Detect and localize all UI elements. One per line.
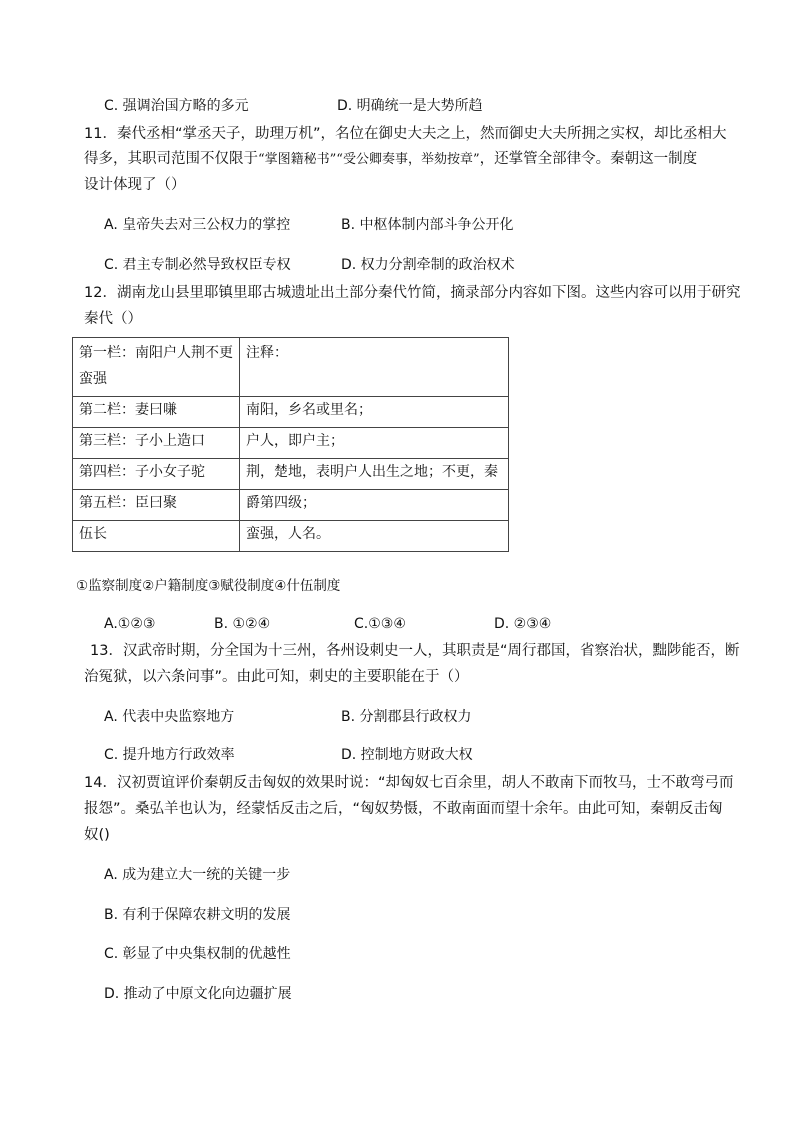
q12-items: ①监察制度②户籍制度③赋役制度④什伍制度 bbox=[76, 578, 341, 594]
q12-stem-line1: 12．湖南龙山县里耶镇里耶古城遗址出土部分秦代竹简，摘录部分内容如下图。这些内容可以用于研究 bbox=[84, 285, 741, 301]
q12-option-b: B. ①②④ bbox=[214, 616, 271, 632]
table-row bbox=[73, 428, 509, 459]
q11-stem-line2 bbox=[84, 149, 697, 170]
q13-stem-line2: 治冤狱，以六条问事”。由此可知，刺史的主要职能在于（） bbox=[84, 669, 469, 685]
q13-option-b: B. 分割郡县行政权力 bbox=[341, 709, 472, 725]
q14-option-c: C. 彰显了中央集权制的优越性 bbox=[104, 946, 291, 962]
table-cell: 第三栏：子小上造口 bbox=[73, 428, 240, 459]
table-cell: 荆，楚地，表明户人出生之地；不更，秦 bbox=[240, 459, 509, 490]
table-row bbox=[73, 490, 509, 521]
q13-option-d: D. 控制地方财政大权 bbox=[341, 747, 473, 763]
table-cell: 伍长 bbox=[73, 521, 240, 552]
q14-option-a: A. 成为建立大一统的关键一步 bbox=[104, 867, 291, 883]
q12-option-c: C.①③④ bbox=[354, 616, 406, 632]
q14-option-d: D. 推动了中原文化向边疆扩展 bbox=[104, 986, 292, 1002]
q12-stem-line2: 秦代（） bbox=[84, 311, 142, 327]
q14-stem-line2: 报怨”。桑弘羊也认为，经蒙恬反击之后，“匈奴势慑，不敢南面而望十余年。由此可知，秦朝反击匈 bbox=[84, 801, 723, 817]
table-row bbox=[73, 338, 509, 397]
table-cell: 注释： bbox=[240, 338, 509, 397]
table-cell: 南阳，乡名或里名； bbox=[240, 397, 509, 428]
q14-stem-line3: 奴() bbox=[84, 827, 110, 843]
q11-option-d: D. 权力分割牵制的政治权术 bbox=[341, 257, 515, 273]
q11-stem-quote: “掌图籍秘书”“受公卿奏事，举劾按章” bbox=[258, 152, 480, 167]
q11-stem-line3: 设计体现了（） bbox=[84, 177, 186, 193]
table-row bbox=[73, 521, 509, 552]
table-row bbox=[73, 397, 509, 428]
table-row bbox=[73, 459, 509, 490]
q12-option-a: A.①②③ bbox=[104, 616, 156, 632]
q11-stem-line1: 11．秦代丞相“掌丞天子，助理万机”，名位在御史大夫之上，然而御史大夫所拥之实权，却比丞相大 bbox=[84, 126, 727, 142]
q10-option-c: C. 强调治国方略的多元 bbox=[104, 98, 249, 114]
q11-stem-line2-b: ，还掌管全部律令。秦朝这一制度 bbox=[479, 151, 698, 167]
q11-stem-line2-a: 得多，其职司范围不仅限于 bbox=[84, 151, 258, 167]
table-cell: 第四栏：子小女子驼 bbox=[73, 459, 240, 490]
q11-option-a: A. 皇帝失去对三公权力的掌控 bbox=[104, 217, 291, 233]
q13-option-c: C. 提升地方行政效率 bbox=[104, 747, 235, 763]
q13-stem-line1: 13．汉武帝时期，分全国为十三州，各州设刺史一人，其职责是“周行郡国，省察治状，黜陟能否，断 bbox=[90, 643, 740, 659]
q13-option-a: A. 代表中央监察地方 bbox=[104, 709, 235, 725]
q14-option-b: B. 有利于保障农耕文明的发展 bbox=[104, 907, 291, 923]
table-cell: 爵第四级； bbox=[240, 490, 509, 521]
table-cell: 第五栏：臣曰聚 bbox=[73, 490, 240, 521]
table-cell: 户人，即户主； bbox=[240, 428, 509, 459]
q11-option-c: C. 君主专制必然导致权臣专权 bbox=[104, 257, 291, 273]
q10-option-d: D. 明确统一是大势所趋 bbox=[337, 98, 483, 114]
table-cell: 第一栏：南阳户人荆不更蛮强 bbox=[73, 338, 240, 397]
q14-stem-line1: 14．汉初贾谊评价秦朝反击匈奴的效果时说：“却匈奴七百余里，胡人不敢南下而牧马，士不敢弯弓而 bbox=[84, 775, 734, 791]
bamboo-slip-table bbox=[72, 337, 509, 552]
q12-option-d: D. ②③④ bbox=[494, 616, 552, 632]
table-cell: 蛮强，人名。 bbox=[240, 521, 509, 552]
table-cell: 第二栏：妻曰嗛 bbox=[73, 397, 240, 428]
q11-option-b: B. 中枢体制内部斗争公开化 bbox=[341, 217, 514, 233]
